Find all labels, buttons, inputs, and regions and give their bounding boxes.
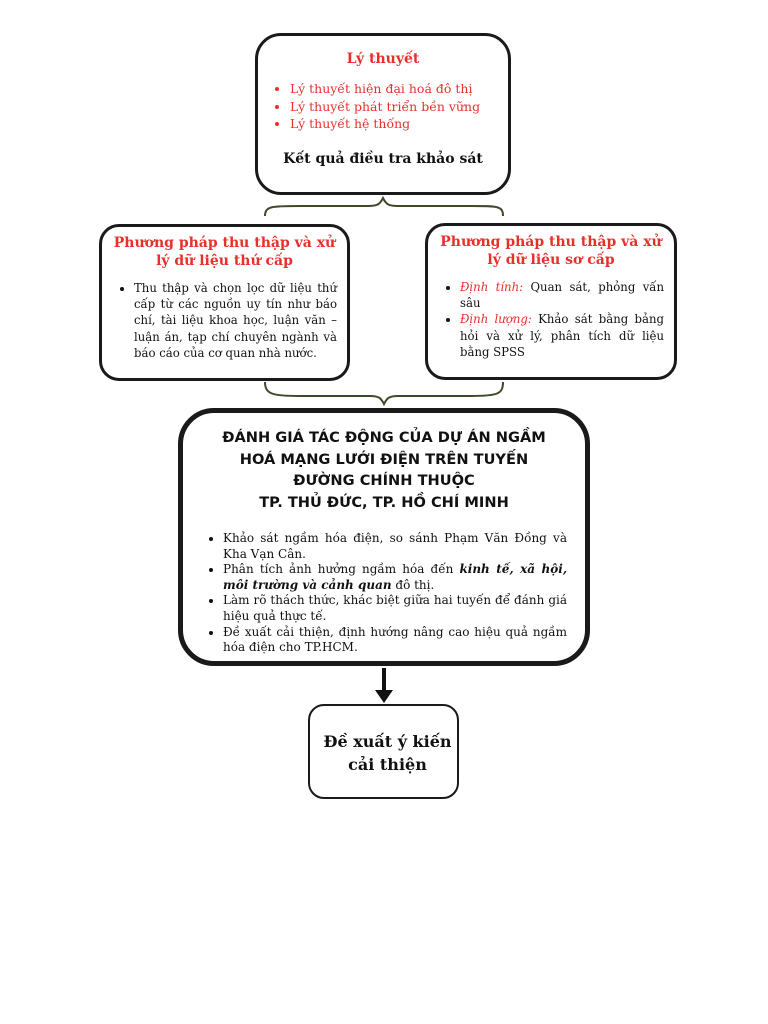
proposal-title [318, 730, 457, 776]
quantitative-label: Định lượng: [460, 312, 532, 327]
list-item [460, 311, 664, 360]
arrow-head-icon [375, 690, 393, 703]
item-text: Phân tích ảnh hưởng ngầm hóa đến [223, 562, 460, 577]
proposal-box [308, 704, 459, 799]
theory-box [255, 33, 511, 195]
list-item: • Làm rõ thách thức, khác biệt giữa hai tuyến để đánh giá hiệu quả thực tế. [223, 593, 567, 624]
qualitative-label: Định tính: [460, 280, 524, 294]
primary-list [442, 279, 664, 360]
list-item: • Lý thuyết hiện đại hoá đô thị [290, 80, 508, 98]
list-item: • Khảo sát ngầm hóa điện, so sánh Phạm Văn Đồng và Kha Vạn Cân. [223, 531, 567, 562]
proposal-line: Đề xuất ý kiến [323, 732, 452, 751]
main-assessment-box [178, 408, 590, 666]
primary-data-box [425, 223, 677, 380]
quantitative-text: Khảo sát bằng bảng hỏi và xử lý, phân tích dữ liệu bằng SPSS [460, 312, 664, 359]
list-item [460, 279, 664, 311]
list-item: • Lý thuyết phát triển bền vững [290, 98, 508, 116]
brace-connector-middle [265, 382, 503, 404]
theory-list [272, 80, 508, 133]
secondary-title: Phương pháp thu thập và xử lý dữ liệu thứ cấp [113, 235, 336, 269]
main-title-line: HOÁ MẠNG LƯỚI ĐIỆN TRÊN TUYẾN [239, 450, 529, 468]
list-item: • Đề xuất cải thiện, định hướng nâng cao hiệu quả ngầm hóa điện cho TP.HCM. [223, 625, 567, 656]
main-title-line: ĐƯỜNG CHÍNH THUỘC [293, 472, 475, 489]
main-list [205, 531, 567, 656]
secondary-data-box [99, 224, 350, 381]
list-item: • Thu thập và chọn lọc dữ liệu thứ cấp từ các nguồn uy tín như báo chí, tài liệu khoa học, luận văn – luận án, tạp chí chuyên ngành và báo cáo của cơ quan nhà nước. [134, 280, 337, 361]
main-title-line: TP. THỦ ĐỨC, TP. HỒ CHÍ MINH [259, 493, 509, 511]
item-text: đô thị. [391, 577, 435, 592]
list-item [223, 562, 567, 593]
main-title [183, 427, 585, 513]
qualitative-text: Quan sát, phỏng vấn sâu [460, 280, 664, 311]
list-item: • Lý thuyết hệ thống [290, 115, 508, 133]
proposal-line: cải thiện [348, 755, 427, 774]
item-emphasis: kinh tế, xã hội, môi trường và cảnh quan [223, 562, 568, 592]
brace-connector-top [265, 198, 503, 216]
main-title-line: ĐÁNH GIÁ TÁC ĐỘNG CỦA DỰ ÁN NGẦM [222, 429, 546, 446]
primary-title: Phương pháp thu thập và xử lý dữ liệu sơ cấp [440, 234, 662, 268]
theory-title: Lý thuyết [346, 51, 420, 67]
secondary-list [116, 280, 337, 361]
survey-result-label: Kết quả điều tra khảo sát [283, 150, 483, 167]
